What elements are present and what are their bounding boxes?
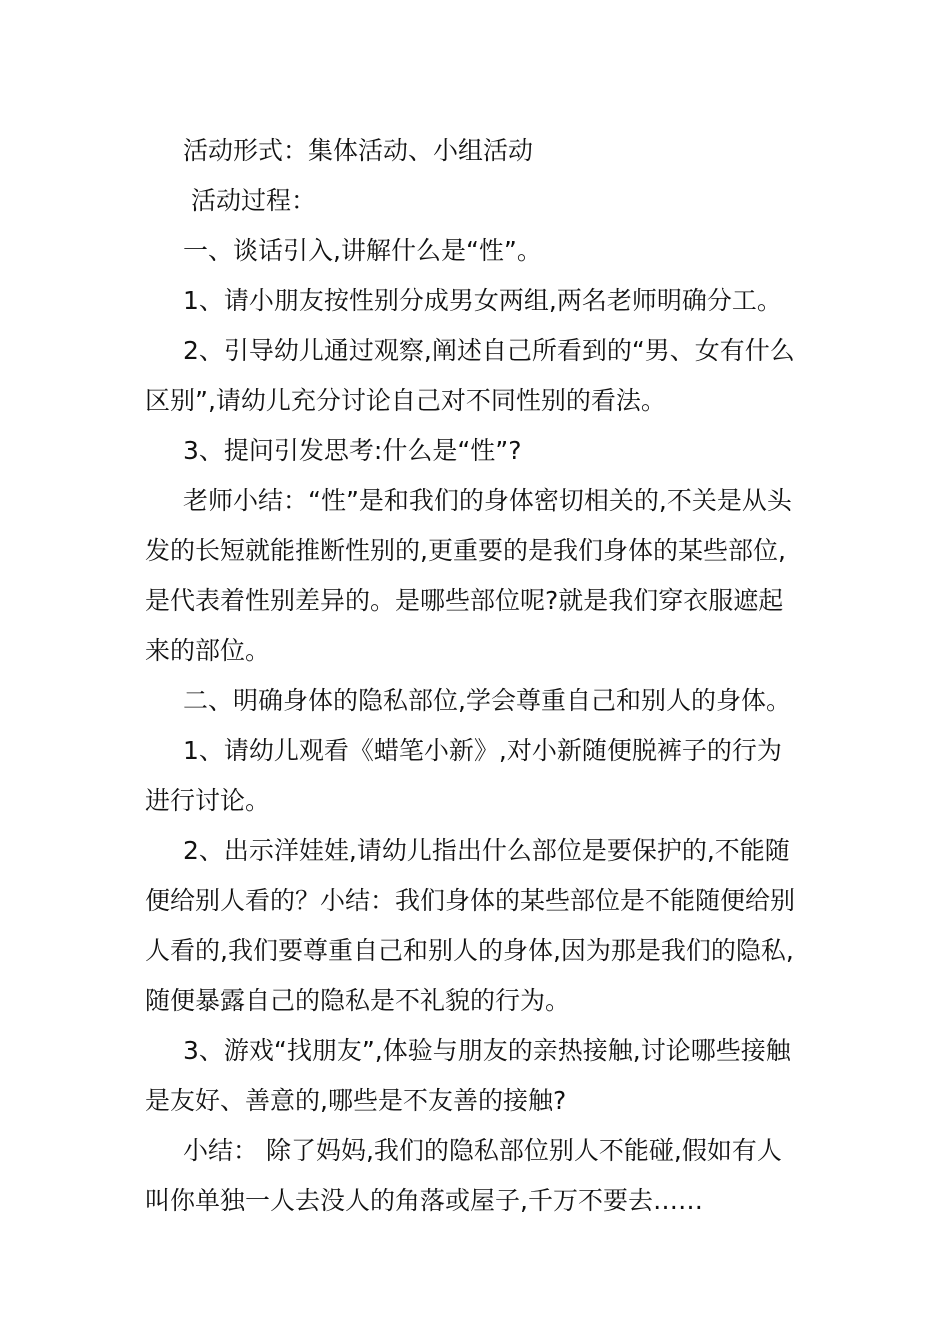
paragraph-step-2-1: 1、请幼儿观看《蜡笔小新》,对小新随便脱裤子的行为进行讨论。 xyxy=(145,736,782,815)
paragraph-activity-form: 活动形式：集体活动、小组活动 xyxy=(183,136,534,165)
paragraph-step-1-3: 3、提问引发思考:什么是“性”? xyxy=(183,436,522,465)
paragraph-final-summary: 小结： 除了妈妈,我们的隐私部位别人不能碰,假如有人叫你单独一人去没人的角落或屋子,千万不要去…… xyxy=(145,1136,782,1215)
paragraph-step-2-3: 3、游戏“找朋友”,体验与朋友的亲热接触,讨论哪些接触是友好、善意的,哪些是不友善的接触? xyxy=(145,1036,791,1115)
paragraph-step-1-2: 2、引导幼儿通过观察,阐述自己所看到的“男、女有什么区别”,请幼儿充分讨论自己对不同性别的看法。 xyxy=(145,336,795,415)
paragraph-section-one-heading: 一、谈话引入,讲解什么是“性”。 xyxy=(183,236,542,265)
paragraph-step-1-1: 1、请小朋友按性别分成男女两组,两名老师明确分工。 xyxy=(183,286,782,315)
paragraph-section-two-heading: 二、明确身体的隐私部位,学会尊重自己和别人的身体。 xyxy=(183,686,791,715)
paragraph-teacher-summary: 老师小结：“性”是和我们的身体密切相关的,不关是从头发的长短就能推断性别的,更重要的是我们身体的某些部位,是代表着性别差异的。是哪些部位呢?就是我们穿衣服遮起来的部位。 xyxy=(145,486,792,665)
paragraph-step-2-2: 2、出示洋娃娃,请幼儿指出什么部位是要保护的,不能随便给别人看的？小结：我们身体的某些部位是不能随便给别人看的,我们要尊重自己和别人的身体,因为那是我们的隐私,随便暴露自己的隐私是不礼貌的行为。 xyxy=(145,836,796,1015)
paragraph-activity-process: 活动过程： xyxy=(183,186,316,215)
document-body xyxy=(145,126,805,1226)
